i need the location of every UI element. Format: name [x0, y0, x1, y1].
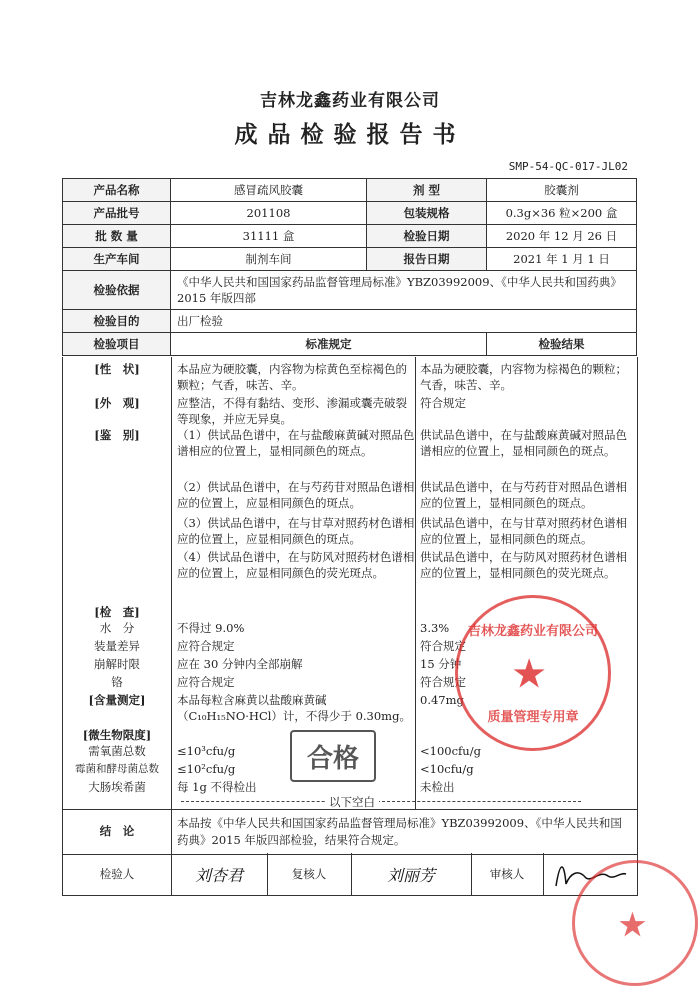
res-jianbie-4: 供试品色谱中，在与防风对照药材色谱相应的位置上，显相同颜色的荧光斑点。 — [420, 550, 627, 580]
pack-spec: 0.3g×36 粒×200 盒 — [487, 202, 637, 225]
company-name: 吉林龙鑫药业有限公司 — [260, 91, 440, 111]
product-info-table — [62, 178, 637, 356]
res-jianbie-1: 供试品色谱中，在与盐酸麻黄碱对照品色谱相应的位置上，显相同颜色的斑点。 — [420, 428, 627, 458]
qualified-stamp: 合格 — [290, 730, 376, 782]
std-xingzhuang: 本品应为硬胶囊，内容物为棕黄色至棕褐色的颗粒；气香，味苦、辛。 — [177, 362, 407, 392]
std-water: 不得过 9.0% — [177, 621, 245, 635]
res-weight: 符合规定 — [420, 639, 466, 653]
quality-seal-star-icon: ★ — [619, 908, 646, 943]
res-aerobic: <100cfu/g — [420, 744, 481, 758]
std-ecoli: 每 1g 不得检出 — [177, 780, 257, 794]
company-seal — [455, 595, 611, 751]
res-jianbie-3: 供试品色谱中，在与甘草对照药材色谱相应的位置上，显相同颜色的斑点。 — [420, 516, 627, 546]
product-name-label: 产品名称 — [63, 179, 171, 202]
purpose: 出厂检验 — [171, 310, 637, 333]
batch-no: 201108 — [171, 202, 367, 225]
seal-company-text: 吉林龙鑫药业有限公司 — [467, 624, 598, 639]
item-jianbie: [鉴 别] — [94, 428, 140, 442]
purpose-label: 检验目的 — [63, 310, 171, 333]
res-ecoli: 未检出 — [420, 780, 455, 794]
test-date: 2020 年 12 月 26 日 — [487, 225, 637, 248]
conclusion-row — [62, 809, 638, 855]
quality-seal — [572, 860, 698, 986]
end-line: 以下空白 — [325, 794, 379, 810]
item-water: 水 分 — [99, 621, 135, 635]
batch-qty-label: 批 数 量 — [63, 225, 171, 248]
std-jianbie-3: （3）供试品色谱中，在与甘草对照药材色谱相应的位置上，应显相同颜色的斑点。 — [177, 516, 415, 546]
standard-header: 标准规定 — [171, 333, 487, 356]
res-lead: 符合规定 — [420, 675, 466, 689]
reviewer-label: 复核人 — [267, 853, 352, 895]
res-water: 3.3% — [420, 621, 450, 635]
res-waiguan: 符合规定 — [420, 396, 466, 410]
workshop-label: 生产车间 — [63, 248, 171, 271]
item-jiancha: [检 查] — [94, 605, 140, 619]
workshop: 制剂车间 — [171, 248, 367, 271]
reviewer-signature: 刘丽芳 — [351, 853, 472, 895]
seal-sub-text: 质量管理专用章 — [487, 710, 579, 725]
item-waiguan: [外 观] — [94, 396, 140, 410]
report-title: 成品检验报告书 — [234, 121, 466, 148]
item-mold: 霉菌和酵母菌总数 — [75, 763, 159, 775]
res-xingzhuang: 本品为硬胶囊，内容物为棕褐色的颗粒；气香，味苦、辛。 — [420, 362, 627, 392]
item-micro: [微生物限度] — [82, 728, 152, 742]
res-disint: 15 分钟 — [420, 657, 462, 671]
conclusion-text: 本品按《中华人民共和国国家药品监督管理局标准》YBZ03992009、《中华人民共和国药典》2015 年版四部检验，结果符合规定。 — [177, 816, 622, 847]
std-jianbie-1: （1）供试品色谱中，在与盐酸麻黄碱对照品色谱相应的位置上，显相同颜色的斑点。 — [177, 428, 415, 458]
signature-row — [62, 853, 638, 896]
items-header: 检验项目 — [63, 333, 171, 356]
pack-spec-label: 包装规格 — [367, 202, 487, 225]
dosage-label: 剂 型 — [367, 179, 487, 202]
item-aerobic: 需氧菌总数 — [88, 744, 146, 758]
item-assay: [含量测定] — [88, 693, 146, 707]
item-lead: 铬 — [111, 675, 123, 689]
item-weight: 装量差异 — [94, 639, 140, 653]
report-date: 2021 年 1 月 1 日 — [487, 248, 637, 271]
res-mold: <10cfu/g — [420, 762, 474, 776]
report-date-label: 报告日期 — [367, 248, 487, 271]
document-number: SMP-54-QC-017-JL02 — [508, 160, 628, 173]
res-jianbie-2: 供试品色谱中，在与芍药苷对照品色谱相应的位置上，显相同颜色的斑点。 — [420, 480, 627, 510]
result-header: 检验结果 — [487, 333, 637, 356]
seal-star-icon: ★ — [513, 653, 546, 695]
std-mold: ≤10²cfu/g — [177, 762, 236, 776]
product-name: 感冒疏风胶囊 — [171, 179, 367, 202]
std-weight: 应符合规定 — [177, 639, 235, 653]
std-aerobic: ≤10³cfu/g — [177, 744, 236, 758]
batch-qty: 31111 盒 — [171, 225, 367, 248]
std-jianbie-4: （4）供试品色谱中，在与防风对照药材色谱相应的位置上，应显相同颜色的荧光斑点。 — [177, 550, 415, 580]
test-date-label: 检验日期 — [367, 225, 487, 248]
batch-no-label: 产品批号 — [63, 202, 171, 225]
dosage: 胶囊剂 — [487, 179, 637, 202]
std-lead: 应符合规定 — [177, 675, 235, 689]
std-jianbie-2: （2）供试品色谱中，在与芍药苷对照品色谱相应的位置上，应显相同颜色的斑点。 — [177, 480, 415, 510]
inspector-signature: 刘杏君 — [171, 853, 268, 895]
res-assay: 0.47mg — [420, 693, 464, 707]
std-assay: 本品每粒含麻黄以盐酸麻黄碱（C₁₀H₁₅NO·HCl）计，不得少于 0.30mg。 — [177, 693, 411, 723]
std-waiguan: 应整洁，不得有黏结、变形、渗漏或囊壳破裂等现象，并应无异臭。 — [177, 396, 407, 426]
inspector-label: 检验人 — [63, 853, 172, 895]
item-ecoli: 大肠埃希菌 — [88, 780, 146, 794]
basis-label: 检验依据 — [63, 271, 171, 310]
std-disint: 应在 30 分钟内全部崩解 — [177, 657, 303, 671]
approver-label: 审核人 — [471, 853, 544, 895]
item-disint: 崩解时限 — [94, 657, 140, 671]
basis: 《中华人民共和国国家药品监督管理局标准》YBZ03992009、《中华人民共和国药典》2015 年版四部 — [171, 271, 637, 310]
item-xingzhuang: [性 状] — [94, 362, 140, 376]
conclusion-label: 结 论 — [99, 824, 135, 838]
